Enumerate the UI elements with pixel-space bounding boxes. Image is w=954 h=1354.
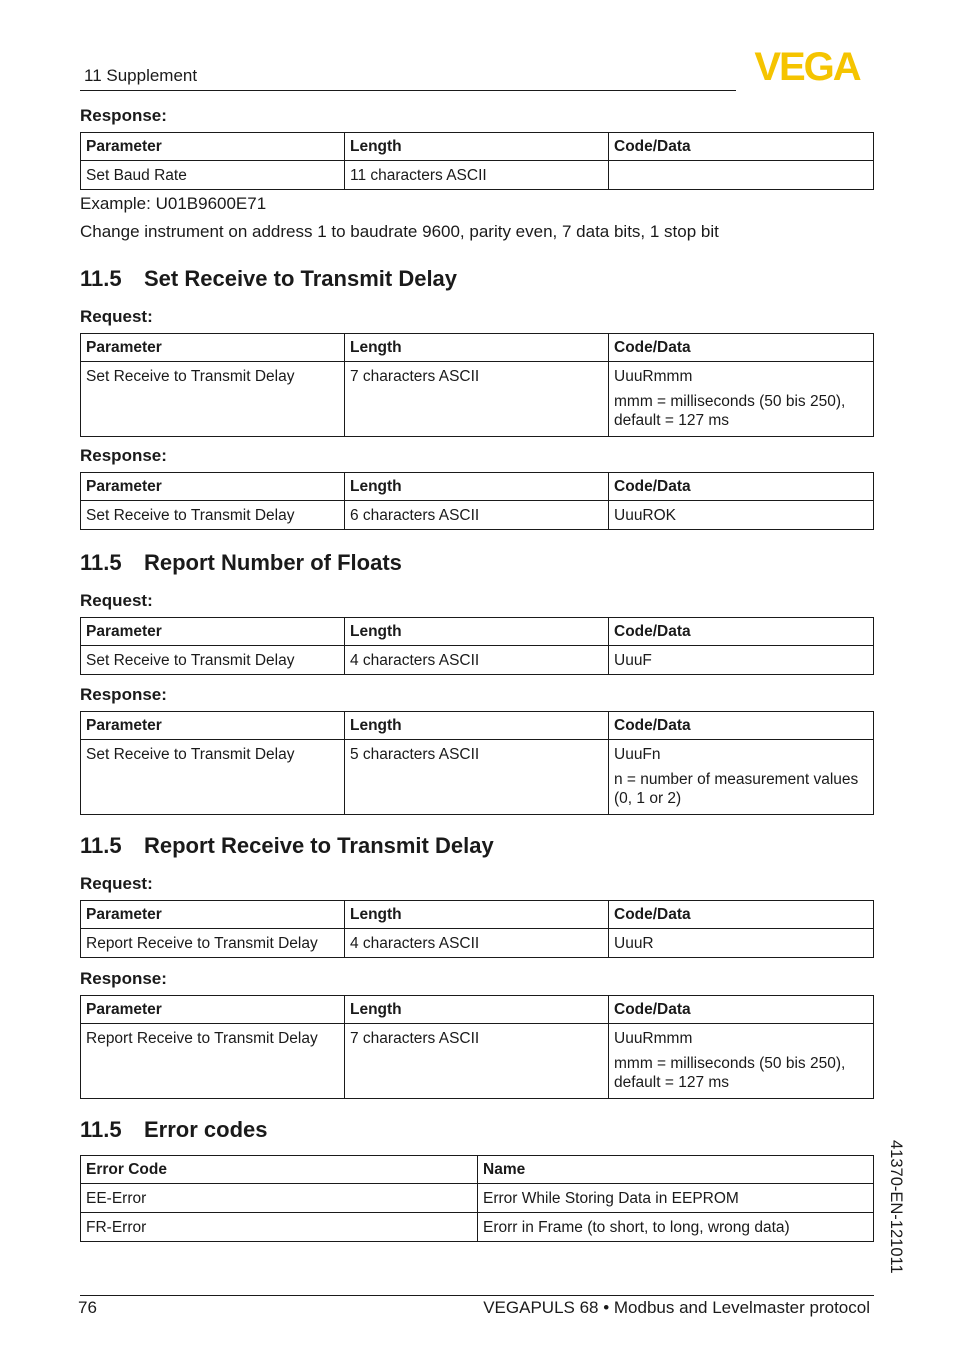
table-row <box>81 362 874 437</box>
report-delay-request-table <box>80 900 874 958</box>
section-heading <box>80 833 494 859</box>
logo-text: VEGA <box>754 50 860 84</box>
vega-logo <box>740 50 874 84</box>
column-header: Code/Data <box>609 996 874 1024</box>
parameter-cell: Set Receive to Transmit Delay <box>81 740 345 815</box>
column-header: Code/Data <box>609 473 874 501</box>
table-row <box>81 1213 874 1242</box>
request-label: Request: <box>80 307 153 326</box>
running-header: 11 Supplement <box>84 66 198 85</box>
page-number: 76 <box>78 1298 97 1317</box>
footer-title: VEGAPULS 68 • Modbus and Levelmaster protocol <box>483 1298 870 1317</box>
column-header: Length <box>345 901 609 929</box>
column-header: Length <box>345 618 609 646</box>
table-header-row <box>81 618 874 646</box>
length-cell: 7 characters ASCII <box>345 362 609 437</box>
code-cell: UuuF <box>609 646 874 675</box>
parameter-cell: Report Receive to Transmit Delay <box>81 929 345 958</box>
table-header-row <box>81 334 874 362</box>
length-cell: 5 characters ASCII <box>345 740 609 815</box>
response-label: Response: <box>80 685 167 704</box>
floats-response-table <box>80 711 874 815</box>
table-header-row <box>81 133 874 161</box>
section-number: 11.5 <box>80 266 122 291</box>
column-header: Length <box>345 996 609 1024</box>
code-cell <box>609 161 874 190</box>
column-header: Length <box>345 473 609 501</box>
code-cell: UuuR <box>609 929 874 958</box>
section-number: 11.5 <box>80 1117 122 1142</box>
parameter-cell: Report Receive to Transmit Delay <box>81 1024 345 1099</box>
error-name-cell: Erorr in Frame (to short, to long, wrong data) <box>478 1213 874 1242</box>
section-number: 11.5 <box>80 550 122 575</box>
column-header: Parameter <box>81 473 345 501</box>
code-note: n = number of measurement values (0, 1 or 2) <box>614 771 859 807</box>
response-label: Response: <box>80 969 167 988</box>
column-header: Length <box>345 133 609 161</box>
parameter-cell: Set Receive to Transmit Delay <box>81 362 345 437</box>
length-cell: 4 characters ASCII <box>345 646 609 675</box>
table-row <box>81 1184 874 1213</box>
column-header: Error Code <box>81 1156 478 1184</box>
floats-request-table <box>80 617 874 675</box>
column-header: Name <box>478 1156 874 1184</box>
length-cell: 7 characters ASCII <box>345 1024 609 1099</box>
length-cell: 4 characters ASCII <box>345 929 609 958</box>
code-cell <box>609 362 874 437</box>
column-header: Parameter <box>81 712 345 740</box>
table-row <box>81 1024 874 1099</box>
section-heading <box>80 1117 268 1143</box>
column-header: Code/Data <box>609 334 874 362</box>
header-rule <box>80 90 736 91</box>
column-header: Parameter <box>81 901 345 929</box>
code-cell: UuuROK <box>609 501 874 530</box>
table-header-row <box>81 473 874 501</box>
section-heading <box>80 550 402 576</box>
parameter-cell: Set Receive to Transmit Delay <box>81 646 345 675</box>
footer-rule <box>80 1295 874 1296</box>
parameter-cell: Set Receive to Transmit Delay <box>81 501 345 530</box>
error-name-cell: Error While Storing Data in EEPROM <box>478 1184 874 1213</box>
example-text: Example: U01B9600E71 <box>80 194 267 213</box>
section-heading <box>80 266 457 292</box>
table-header-row <box>81 1156 874 1184</box>
section-title: Report Receive to Transmit Delay <box>144 833 494 858</box>
section-title: Set Receive to Transmit Delay <box>144 266 458 291</box>
code-note: mmm = milliseconds (50 bis 250), default = 127 ms <box>614 393 846 429</box>
column-header: Length <box>345 712 609 740</box>
table-row <box>81 161 874 190</box>
column-header: Length <box>345 334 609 362</box>
error-code-cell: EE-Error <box>81 1184 478 1213</box>
request-label: Request: <box>80 591 153 610</box>
report-delay-response-table <box>80 995 874 1099</box>
parameter-cell: Set Baud Rate <box>81 161 345 190</box>
code-cell <box>609 1024 874 1099</box>
column-header: Code/Data <box>609 712 874 740</box>
code-cell <box>609 740 874 815</box>
column-header: Parameter <box>81 133 345 161</box>
section-title: Error codes <box>144 1117 268 1142</box>
response-label: Response: <box>80 446 167 465</box>
request-label: Request: <box>80 874 153 893</box>
code-value: UuuRmmm <box>614 1030 693 1047</box>
table-row <box>81 646 874 675</box>
column-header: Code/Data <box>609 618 874 646</box>
code-value: UuuFn <box>614 746 661 763</box>
table-header-row <box>81 901 874 929</box>
length-cell: 11 characters ASCII <box>345 161 609 190</box>
error-codes-table <box>80 1155 874 1242</box>
error-code-cell: FR-Error <box>81 1213 478 1242</box>
column-header: Parameter <box>81 334 345 362</box>
response-label: Response: <box>80 106 167 125</box>
length-cell: 6 characters ASCII <box>345 501 609 530</box>
document-code: 41370-EN-121011 <box>887 1140 905 1274</box>
section-number: 11.5 <box>80 833 122 858</box>
table-row <box>81 740 874 815</box>
column-header: Parameter <box>81 618 345 646</box>
table-header-row <box>81 712 874 740</box>
column-header: Code/Data <box>609 133 874 161</box>
set-delay-response-table <box>80 472 874 530</box>
column-header: Code/Data <box>609 901 874 929</box>
baud-response-table <box>80 132 874 190</box>
table-row <box>81 501 874 530</box>
code-value: UuuRmmm <box>614 368 693 385</box>
table-row <box>81 929 874 958</box>
column-header: Parameter <box>81 996 345 1024</box>
table-header-row <box>81 996 874 1024</box>
code-note: mmm = milliseconds (50 bis 250), default = 127 ms <box>614 1055 846 1091</box>
section-title: Report Number of Floats <box>144 550 402 575</box>
set-delay-request-table <box>80 333 874 437</box>
description-text: Change instrument on address 1 to baudrate 9600, parity even, 7 data bits, 1 stop bit <box>80 222 719 241</box>
